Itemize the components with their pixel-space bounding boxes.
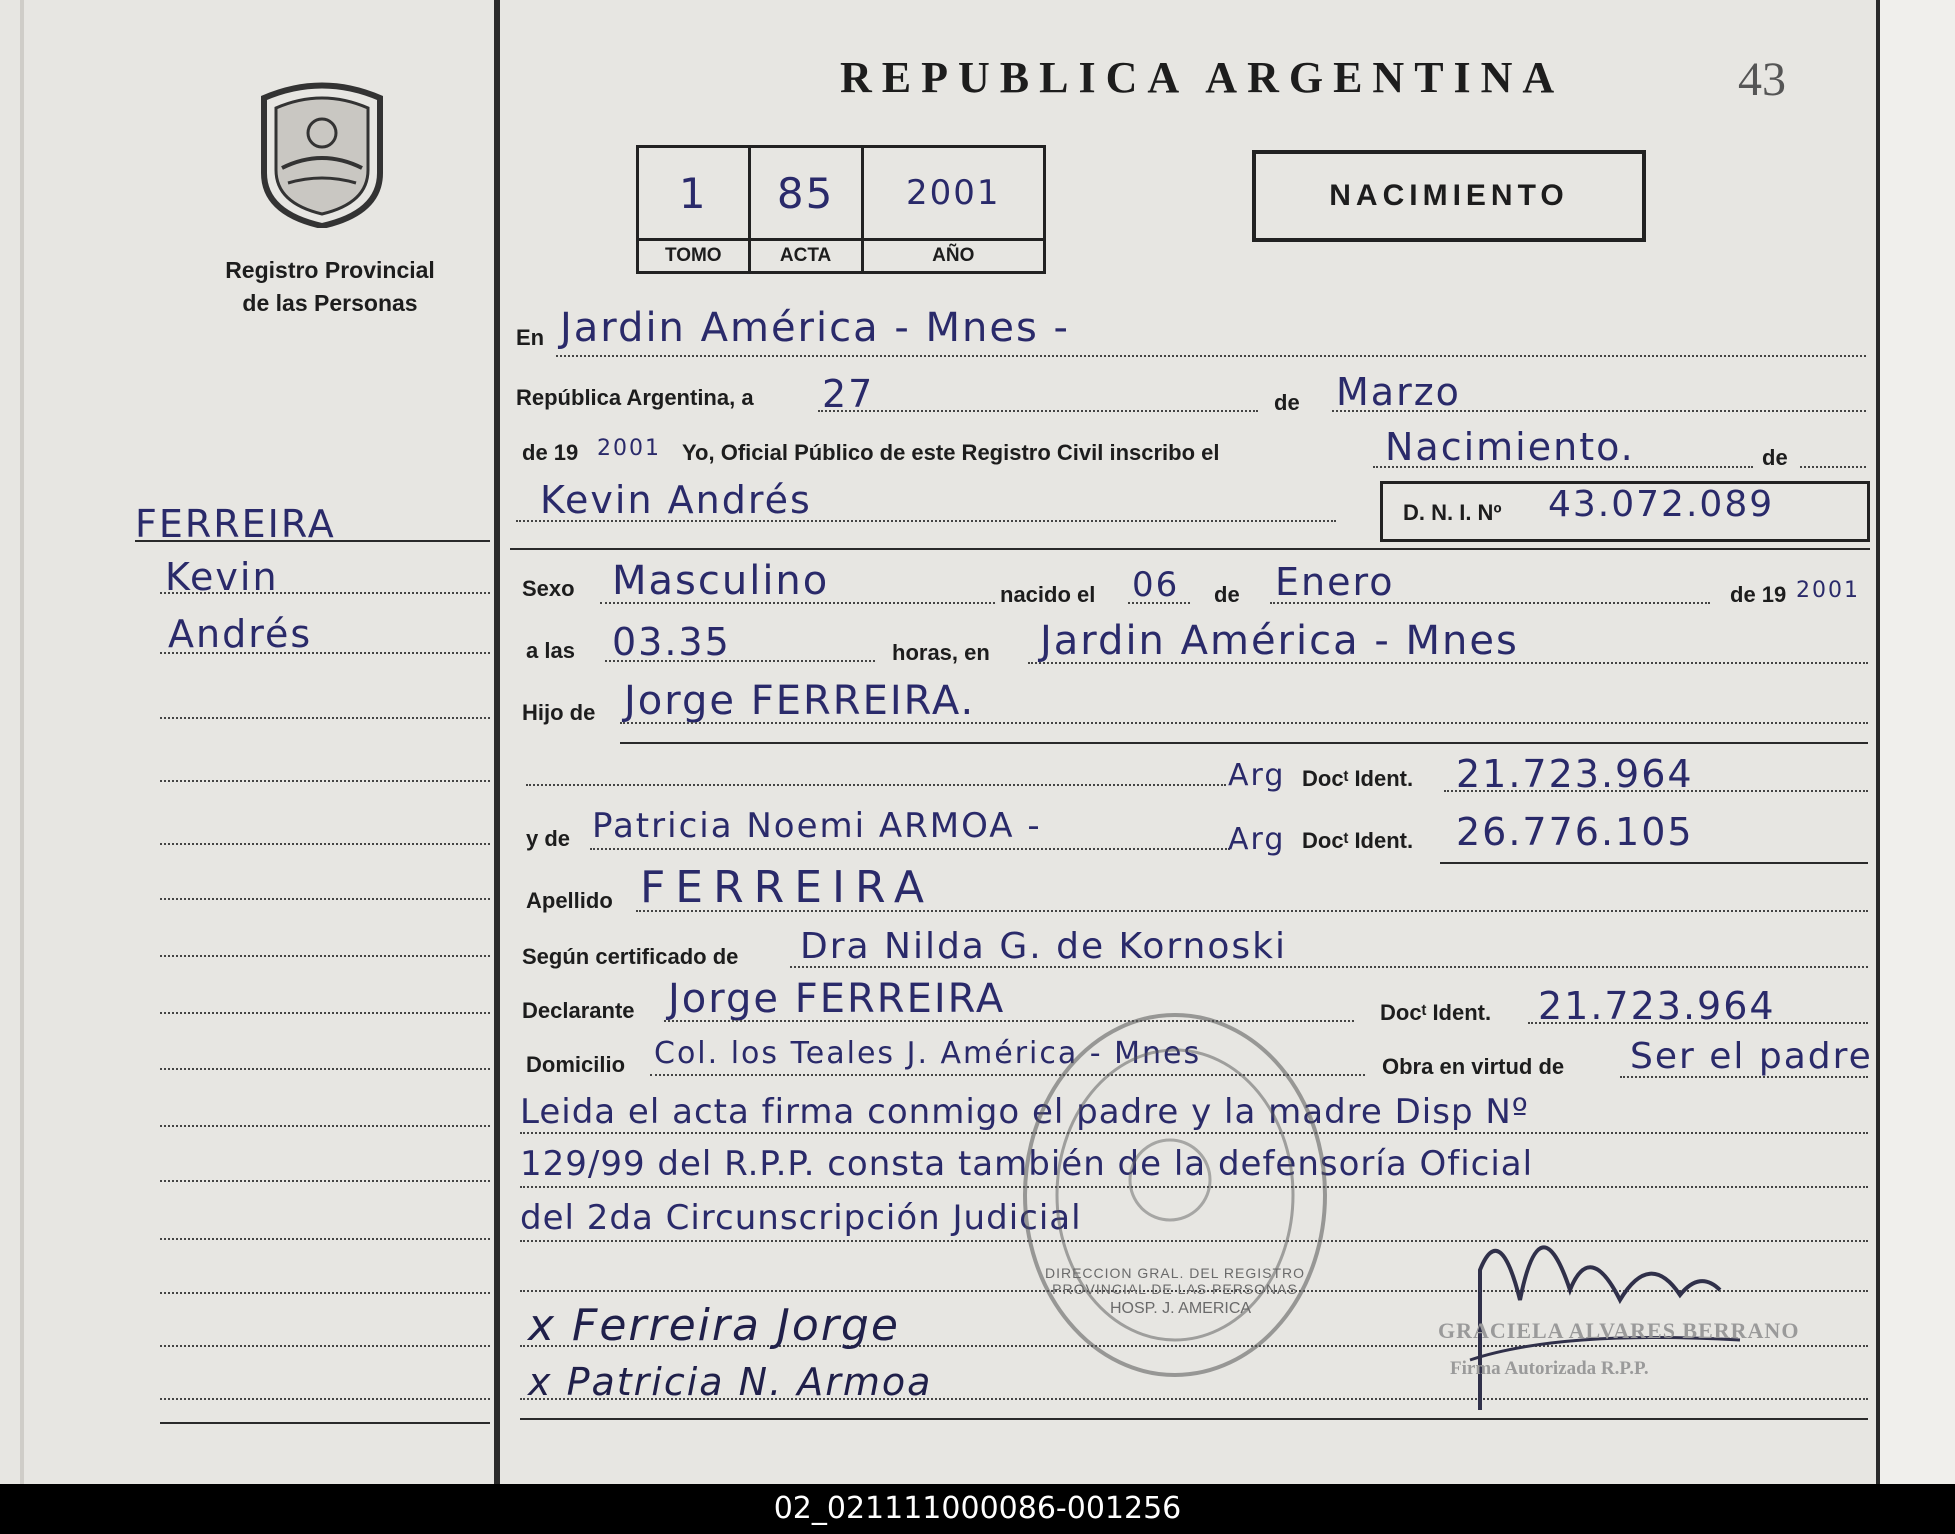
mother-rule (1440, 862, 1868, 864)
stamp-inner-text: HOSP. J. AMERICA (1110, 1300, 1252, 1317)
registrar-statement: Yo, Oficial Público de este Registro Civil inscribo el (682, 440, 1220, 465)
certificado-line (790, 966, 1868, 968)
official-title: Firma Autorizada R.P.P. (1450, 1358, 1649, 1379)
margin-line (160, 1238, 490, 1240)
birth-time-value: 03.35 (612, 620, 731, 664)
registry-line-2: de las Personas (242, 290, 418, 316)
ano-value: 2001 (906, 173, 1001, 213)
acta-value: 85 (776, 168, 835, 218)
dni-box (1380, 481, 1870, 542)
official-stamp-icon (1015, 1005, 1335, 1385)
declarante-value: Jorge FERREIRA (668, 976, 1006, 1022)
notes-line-2: 129/99 del R.P.P. consta también de la defensoría Oficial (520, 1144, 1534, 1184)
dni-label: D. N. I. Nº (1403, 500, 1502, 525)
margin-line (160, 1345, 490, 1347)
birth-year-value: 2001 (1796, 578, 1860, 603)
birth-day-line (1128, 602, 1190, 604)
month-line (1332, 410, 1866, 412)
footer-id: 02_021111000086-001256 (0, 1484, 1955, 1534)
page-number: 43 (1738, 53, 1786, 106)
inscribed-line (1373, 466, 1753, 468)
mother-doc-label: Docᵗ Ident. (1302, 828, 1414, 853)
birth-day-value: 06 (1132, 565, 1180, 605)
hijo-label: Hijo de (522, 700, 596, 725)
certificado-value: Dra Nilda G. de Kornoski (800, 926, 1287, 967)
page-edge (1880, 0, 1955, 1484)
de-label: de (1274, 390, 1300, 415)
day-value: 27 (822, 372, 875, 416)
margin-line (160, 955, 490, 957)
father-name-value: Jorge FERREIRA. (624, 678, 976, 724)
mother-nationality: Arg (1228, 822, 1286, 857)
margin-line (160, 1180, 490, 1182)
margin-line (160, 780, 490, 782)
domicilio-label: Domicilio (526, 1052, 626, 1077)
margin-line (160, 898, 490, 900)
margin-line (160, 652, 490, 654)
apellido-value: FERREIRA (640, 862, 934, 913)
a-las-label: a las (526, 638, 575, 663)
margin-second-name: Andrés (168, 612, 313, 656)
provincial-seal-icon (252, 78, 392, 228)
father-extra-line (526, 784, 1226, 786)
de-label-3: de (1214, 582, 1240, 607)
sexo-label: Sexo (522, 576, 575, 601)
stamp-text: DIRECCION GRAL. DEL REGISTRO PROVINCIAL DE LAS PERSONAS (1044, 1265, 1306, 1297)
mother-doc-value: 26.776.105 (1456, 810, 1694, 854)
father-rule (620, 742, 1868, 744)
margin-line (160, 592, 490, 594)
father-nationality: Arg (1228, 758, 1286, 793)
month-value: Marzo (1336, 370, 1461, 414)
day-line (818, 410, 1258, 412)
declarante-doc-value: 21.723.964 (1538, 984, 1776, 1028)
apellido-line (636, 910, 1868, 912)
birth-month-value: Enero (1275, 560, 1395, 604)
margin-line (160, 1068, 490, 1070)
father-doc-line (1444, 790, 1868, 792)
ano-label: AÑO (862, 240, 1044, 273)
margin-divider (494, 0, 500, 1484)
registry-line-1: Registro Provincial (225, 257, 435, 283)
birth-place-value: Jardin América - Mnes (1040, 618, 1519, 664)
y-de-label: y de (526, 826, 571, 851)
dni-value: 43.072.089 (1548, 484, 1775, 525)
record-type-box: NACIMIENTO (1252, 150, 1646, 242)
domicilio-value: Col. los Teales J. América - Mnes (654, 1036, 1202, 1071)
mother-name-line (590, 848, 1230, 850)
book-reference-table (636, 145, 1046, 274)
notes-line-1: Leida el acta firma conmigo el padre y la madre Disp Nº (520, 1092, 1529, 1132)
birth-place-line (1028, 662, 1868, 664)
obra-line (1620, 1076, 1868, 1078)
margin-line (160, 843, 490, 845)
margin-rule (135, 540, 490, 542)
declarante-doc-label: Docᵗ Ident. (1380, 1000, 1492, 1025)
obra-value: Ser el padre (1630, 1036, 1873, 1077)
father-doc-value: 21.723.964 (1456, 752, 1694, 796)
de-label-2: de (1762, 445, 1788, 470)
document-title: REPUBLICA ARGENTINA (840, 53, 1565, 102)
father-name-line (620, 722, 1868, 724)
inscribed-value: Nacimiento. (1385, 425, 1635, 469)
acta-label: ACTA (749, 240, 862, 273)
declarante-label: Declarante (522, 998, 635, 1023)
margin-line (160, 1398, 490, 1400)
signature-mother: x Patricia N. Armoa (528, 1360, 933, 1404)
margin-bottom-rule (160, 1422, 490, 1424)
birth-month-line (1270, 602, 1710, 604)
de-line (1800, 466, 1866, 468)
margin-line (160, 717, 490, 719)
apellido-label: Apellido (526, 888, 613, 913)
horas-label: horas, en (892, 640, 990, 665)
obra-label: Obra en virtud de (1382, 1054, 1565, 1079)
nacido-label: nacido el (1000, 582, 1096, 607)
registry-name (200, 254, 460, 320)
sexo-value: Masculino (612, 558, 830, 604)
place-value: Jardin América - Mnes - (560, 305, 1070, 351)
year-value: 2001 (597, 436, 661, 461)
tomo-label: TOMO (638, 240, 750, 273)
en-label: En (516, 325, 545, 350)
signature-father: x Ferreira Jorge (528, 1300, 900, 1351)
declarante-doc-line (1528, 1022, 1868, 1024)
tomo-value: 1 (678, 168, 708, 218)
official-signature-icon (1440, 1180, 1770, 1420)
margin-line (160, 1292, 490, 1294)
year-prefix-label: de 19 (522, 440, 579, 465)
margin-surname: FERREIRA (135, 502, 336, 546)
margin-line (160, 1125, 490, 1127)
birth-time-line (605, 660, 875, 662)
republica-label: República Argentina, a (516, 385, 754, 410)
margin-first-name: Kevin (165, 555, 279, 599)
birth-year-prefix: de 19 (1730, 582, 1787, 607)
child-name-line (516, 520, 1336, 522)
notes-line-3: del 2da Circunscripción Judicial (520, 1198, 1082, 1238)
official-name: GRACIELA ALVARES BERRANO (1438, 1318, 1800, 1343)
section-rule (510, 548, 1870, 550)
child-name-value: Kevin Andrés (540, 478, 812, 522)
father-doc-label: Docᵗ Ident. (1302, 766, 1414, 791)
margin-line (160, 1012, 490, 1014)
binding-spine (20, 0, 24, 1484)
mother-name-value: Patricia Noemi ARMOA - (592, 806, 1042, 846)
segun-label: Según certificado de (522, 944, 739, 969)
sexo-line (600, 602, 995, 604)
place-line (556, 355, 1866, 357)
